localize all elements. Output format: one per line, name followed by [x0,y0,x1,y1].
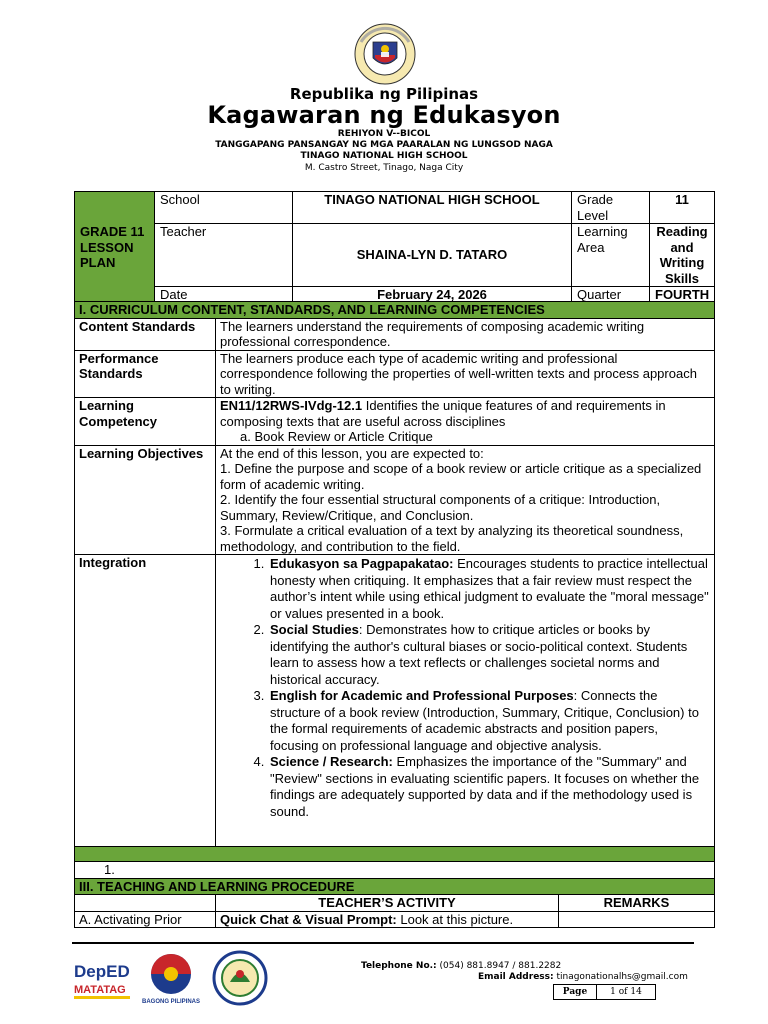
integration-list [220,556,710,820]
quick-chat-text: Look at this picture. [396,911,514,927]
date-label: Date [155,287,293,304]
section-procedure-heading: III. TEACHING AND LEARNING PROCEDURE [75,878,715,895]
school-value: TINAGO NATIONAL HIGH SCHOOL [293,192,572,224]
grade-lesson-plan-label: GRADE 11 LESSON PLAN [75,192,155,304]
section-curriculum-heading: I. CURRICULUM CONTENT, STANDARDS, AND LEARNING COMPETENCIES [75,302,715,319]
page-number-box [553,984,656,1000]
address-line: M. Castro Street, Tinago, Naga City [304,163,464,173]
department-title: Kagawaran ng Edukasyon [207,101,561,129]
learning-objectives-cell [216,445,715,555]
telephone-label: Telephone No.: [361,961,437,971]
integration-item-text: Emphasizes the importance of the "Summary" and "Review" sections in evaluating scientific papers. It focuses on whether the findings are adequately supported by data and if the methodology used is sound. [270,754,700,819]
republic-heading: Republika ng Pilipinas [289,85,479,103]
quick-chat-title: Quick Chat & Visual Prompt: [220,911,397,927]
quarter-label: Quarter [572,287,650,304]
grade-level-value: 11 [650,192,715,224]
activating-prior-cell [216,911,559,928]
integration-item [268,688,710,754]
email-value: tinagonationalhs@gmail.com [553,972,688,982]
objective-3: 3. Formulate a critical evaluation of a text by analyzing its theoretical soundness, methodology, and contribution to the field. [220,523,684,554]
integration-cell [216,555,715,847]
integration-item-title: Edukasyon sa Pagpapakatao: [270,556,454,571]
grade-level-label: Grade Level [572,192,650,224]
telephone-value: (054) 881.8947 / 881.2282 [436,961,562,971]
division-line: TANGGAPANG PANSANGAY NG MGA PAARALAN NG LUNGSOD NAGA [215,140,553,150]
matatag-logo-text: MATATAG [74,984,126,996]
competency-sub-item: a. Book Review or Article Critique [240,429,433,444]
curriculum-table [74,301,715,928]
activating-prior-remarks [559,911,715,928]
telephone-line [361,961,561,971]
teachers-activity-header: TEACHER’S ACTIVITY [216,895,559,912]
bagong-pilipinas-logo [142,950,200,1006]
objective-2: 2. Identify the four essential structural components of a critique: Introduction, Summary, Review/Critique, and Conclusion. [220,492,661,523]
integration-item-text: : Demonstrates how to critique articles or books by identifying the author's cultural biases or socio-political context. Students learn to assess how a text reflects or challenges societal norms and historical accuracy. [270,622,688,687]
integration-item-text: Encourages students to practice intellectual honesty when critiquing. It emphasizes that a fair review must respect the author’s intent while using ethical judgment to evaluate the "moral message" or values presented in a book. [270,556,709,621]
date-value: February 24, 2026 [293,287,572,304]
procedure-header-blank [75,895,216,912]
page-value: 1 of 14 [610,987,642,997]
activating-prior-label: A. Activating Prior [75,911,216,928]
integration-label: Integration [75,555,216,847]
competency-text: Identifies the unique features of and requirements in composing texts that are useful across disciplines [220,398,666,429]
objectives-intro: At the end of this lesson, you are expected to: [220,445,484,461]
objective-1: 1. Define the purpose and scope of a book review or article critique as a specialized form of academic writing. [220,461,702,492]
page-label: Page [554,985,597,999]
region-line: REHIYON V--BICOL [337,129,431,139]
integration-item-title: English for Academic and Professional Purposes [270,688,574,703]
teacher-value: SHAINA-LYN D. TATARO [293,224,572,287]
school-label: School [155,192,293,224]
integration-item-title: Social Studies [270,622,359,637]
teacher-label: Teacher [155,224,293,287]
bagong-pilipinas-text: BAGONG PILIPINAS [142,999,200,1005]
performance-standards-text: The learners produce each type of academic writing and professional correspondence following the properties of well-written texts and process approach to writing. [216,350,715,398]
deped-seal-logo [349,22,421,86]
learning-competency-cell [216,398,715,446]
deped-matatag-logo [72,955,132,1003]
deped-logo-text: DepED [74,962,130,981]
integration-item [268,556,710,622]
performance-standards-label: Performance Standards [75,350,216,398]
integration-item-text: : Connects the structure of a book review (Introduction, Summary, Critique, Conclusion) to the formal requirements of academic abstracts and position papers, focusing on professional language and objective analysis. [270,688,699,753]
learning-area-label: Learning Area [572,224,650,287]
learning-competency-label: Learning Competency [75,398,216,446]
email-line [478,972,688,982]
content-standards-label: Content Standards [75,318,216,350]
learning-objectives-label: Learning Objectives [75,445,216,555]
remarks-header: REMARKS [559,895,715,912]
integration-item-title: Science / Research: [270,754,393,769]
footer-divider [72,942,694,944]
tinago-school-seal-logo [211,950,269,1006]
competency-code: EN11/12RWS-IVdg-12.1 [220,398,363,413]
quarter-value: FOURTH [650,287,715,304]
school-line: TINAGO NATIONAL HIGH SCHOOL [300,151,468,161]
email-label: Email Address: [478,972,554,982]
blank-green-row [75,847,715,862]
learning-area-value: Reading and Writing Skills [650,224,715,287]
numbered-list-item: 1. [75,862,715,879]
integration-item [268,754,710,820]
integration-item [268,622,710,688]
lesson-info-table [74,191,715,304]
content-standards-text: The learners understand the requirements of composing academic writing professional correspondence. [216,318,715,350]
